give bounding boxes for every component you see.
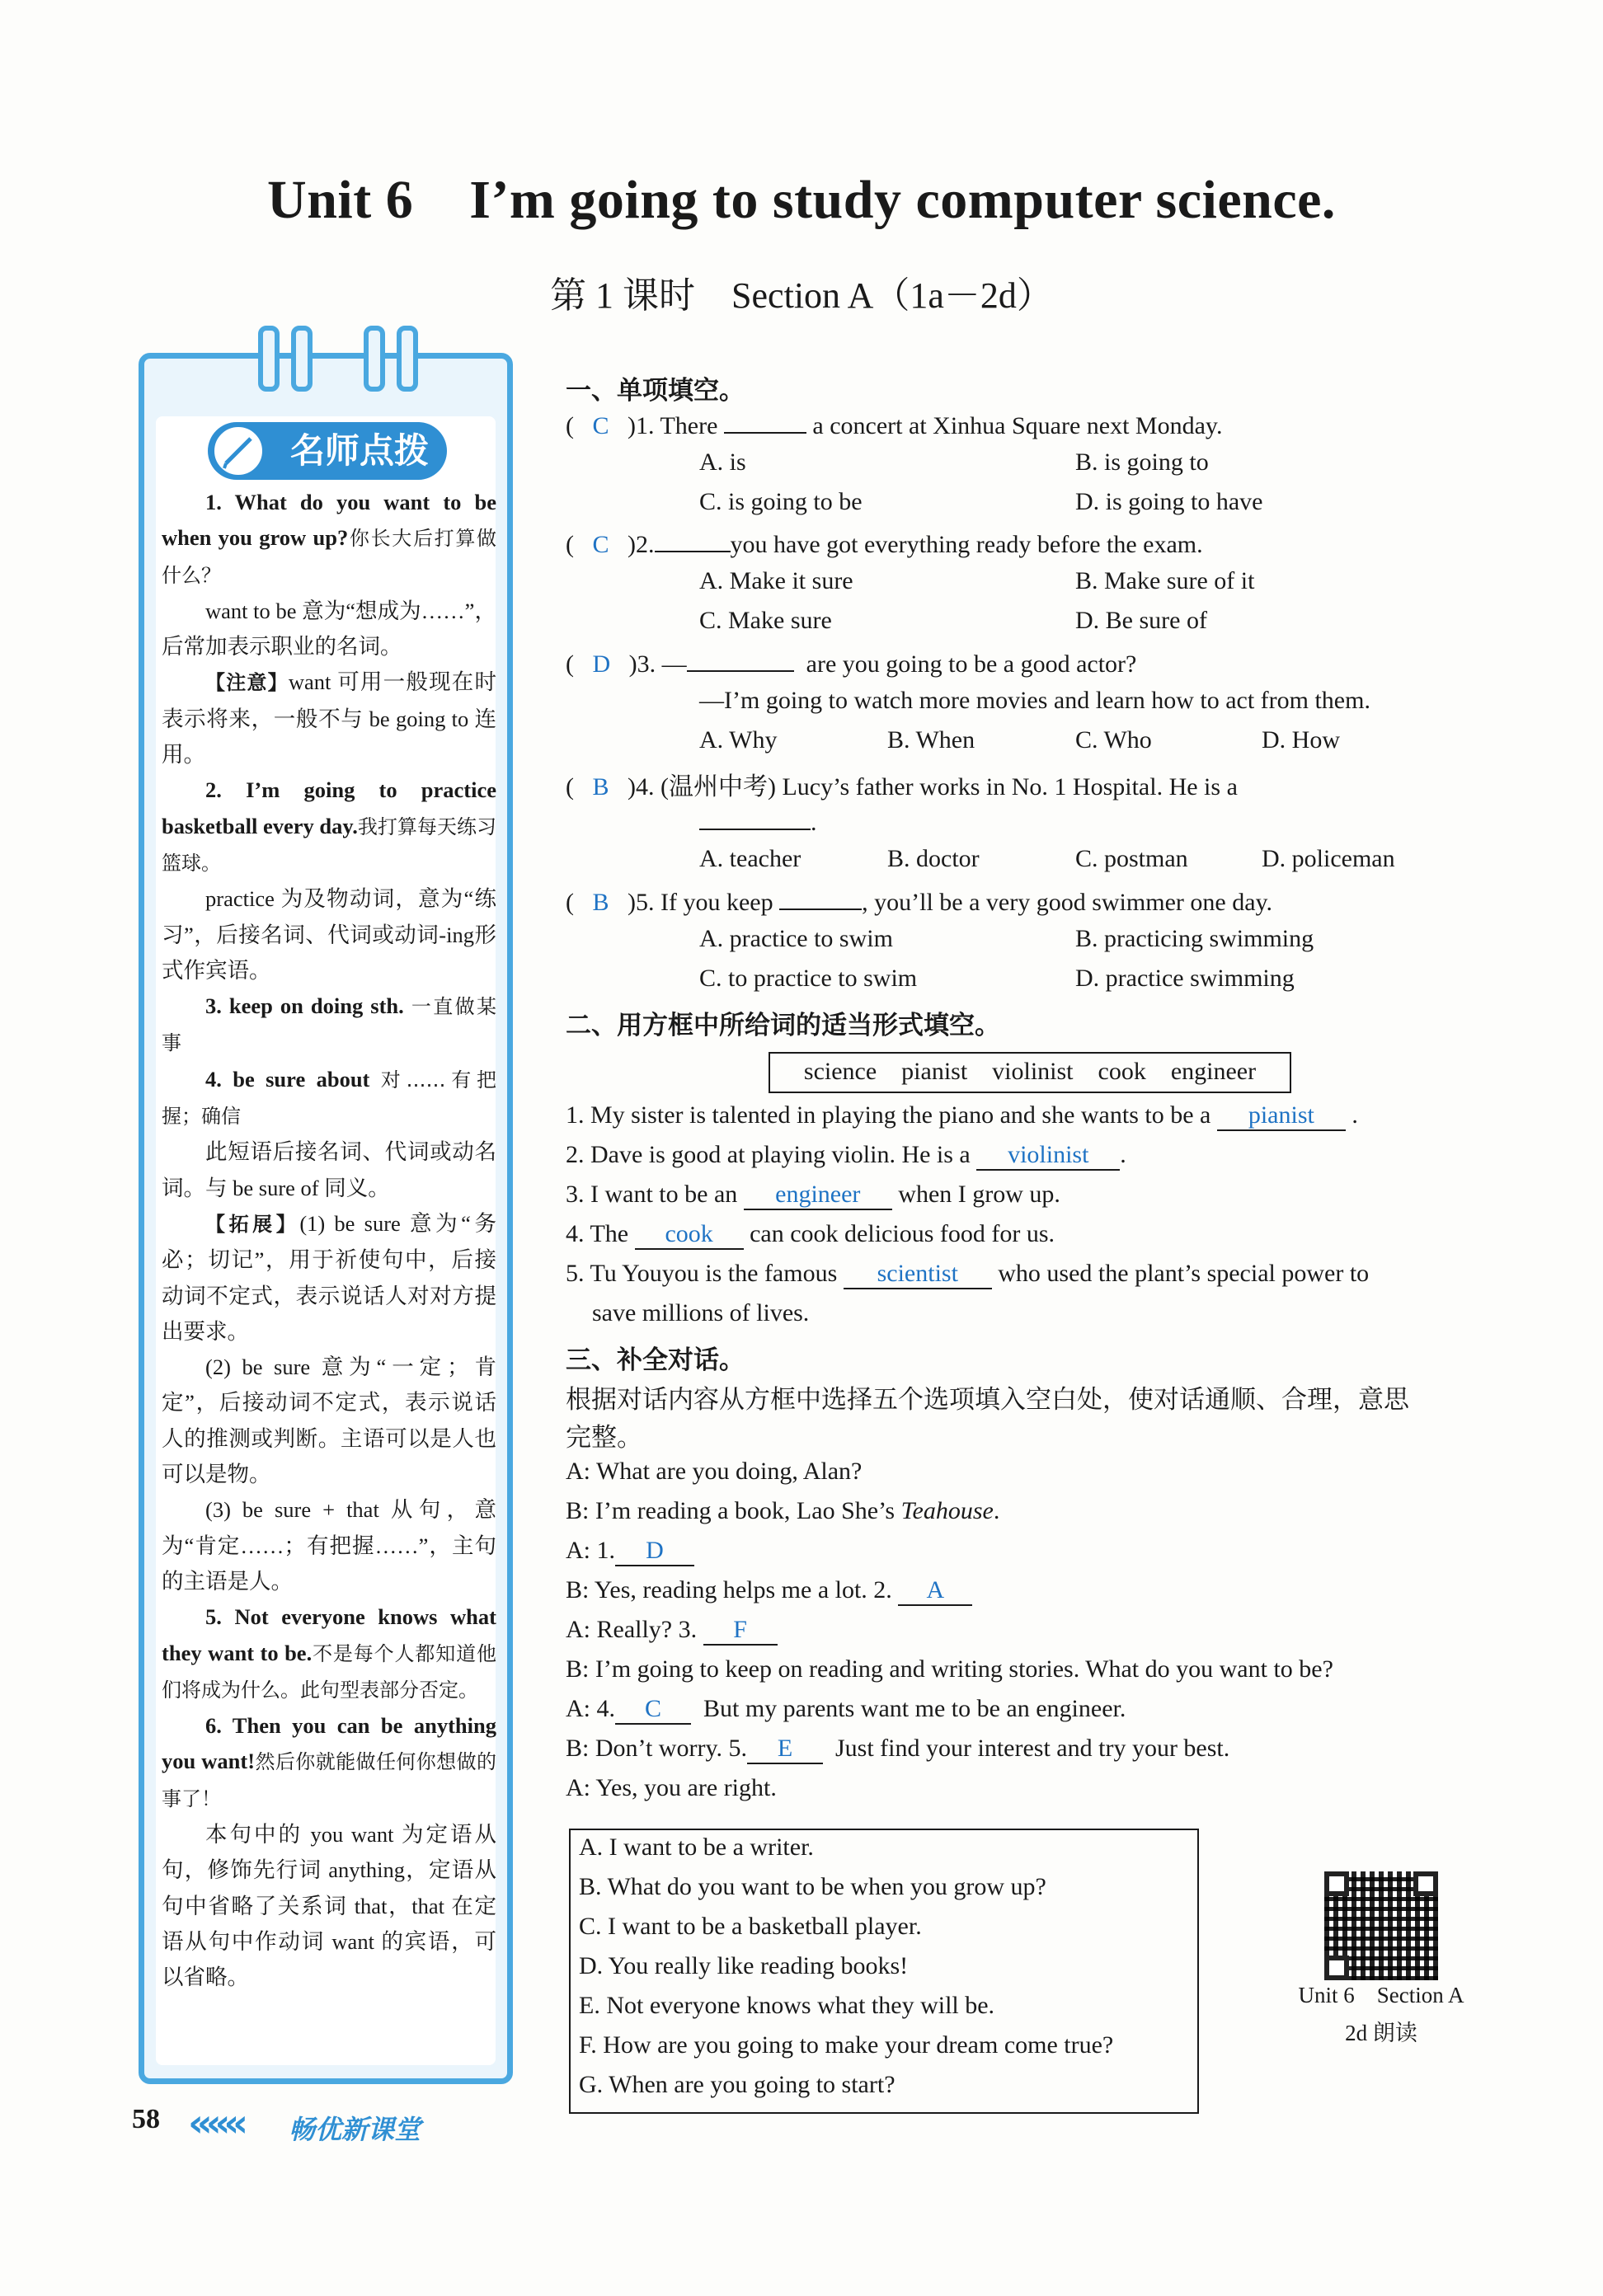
sentence-text: 5. Tu Youyou is the famous <box>566 1260 838 1287</box>
tip-translation: 对……有把握；确信 <box>162 1068 497 1129</box>
tip-note: (1) be sure 意为“务必；切记”，用于祈使句中，后接动词不定式，表示说话人对对方提出要求。 <box>162 1210 497 1344</box>
question-3: ( D )3. — are you going to be a good actor? <box>566 647 1506 678</box>
q3-stem2: are you going to be a good actor? <box>806 650 1137 678</box>
tip-note: (2) be sure 意为“一定；肯定”，后接动词不定式，表示说话人的推测或判断。主语可以是人也可以是物。 <box>162 1355 496 1487</box>
question-2: ( C )2. you have got everything ready before the exam. <box>566 528 1506 559</box>
option-d: D. Be sure of <box>1075 607 1207 634</box>
answer-blank: scientist <box>844 1260 992 1289</box>
dialogue-text: A: 1. <box>566 1537 615 1564</box>
option-d: D. How <box>1262 726 1340 754</box>
tip-phrase: 4. be sure about <box>205 1066 370 1092</box>
dialogue-line <box>566 1695 1506 1725</box>
q5-stem2: , you’ll be a very good swimmer one day. <box>862 889 1273 916</box>
q5-stem: )5. If you keep <box>628 889 773 916</box>
q4-blank-line: . <box>699 805 817 837</box>
q3-response: —I’m going to watch more movies and learn how to act from them. <box>699 687 1370 714</box>
tip-note: want 可用一般现在时表示将来，一般不与 be going to 连用。 <box>162 669 496 768</box>
blank <box>779 885 862 910</box>
word-box: science pianist violinist cook engineer <box>769 1052 1291 1093</box>
option-b: B. Make sure of it <box>1075 567 1255 594</box>
dialogue-text: . <box>993 1497 1000 1524</box>
sentence-3 <box>566 1181 1506 1210</box>
tip-translation: 我打算每天练习篮球。 <box>162 815 496 875</box>
sentence-4 <box>566 1220 1506 1250</box>
tip-tag: 【拓展】 <box>205 1212 300 1236</box>
tip-note: practice 为及物动词，意为“练习”，后接名词、代词或动词-ing形式作宾语。 <box>162 886 496 983</box>
choice-item: A. I want to be a writer. <box>579 1834 814 1861</box>
q1-stem2: a concert at Xinhua Square next Monday. <box>812 412 1223 439</box>
instructions: 根据对话内容从方框中选择五个选项填入空白处，使对话通顺、合理，意思 <box>566 1385 1409 1415</box>
answer-blank: violinist <box>976 1141 1120 1171</box>
tip-translation: 然后你就能做任何你想做的事了！ <box>162 1750 497 1810</box>
choice-item: E. Not everyone knows what they will be. <box>579 1992 995 2019</box>
choice-item: B. What do you want to be when you grow up? <box>579 1873 1046 1900</box>
option-d: D. policeman <box>1262 845 1395 872</box>
blank <box>699 805 811 830</box>
option-a: A. teacher <box>699 845 802 872</box>
dialogue-line: B: I’m going to keep on reading and writing stories. What do you want to be? <box>566 1655 1333 1683</box>
sentence-text: when I grow up. <box>898 1181 1060 1208</box>
question-5: ( B )5. If you keep , you’ll be a very good swimmer one day. <box>566 885 1506 917</box>
tip-translation: 你长大后打算做什么？ <box>162 527 497 587</box>
q2-stem: )2. <box>628 531 655 558</box>
section1-heading: 一、单项填空。 <box>566 376 745 406</box>
instructions-cont: 完整。 <box>566 1423 642 1453</box>
section2-heading: 二、用方框中所给词的适当形式填空。 <box>566 1011 1000 1040</box>
brand-name: 畅优新课堂 <box>289 2114 421 2145</box>
dialogue-line: A: What are you doing, Alan? <box>566 1458 863 1485</box>
option-b: B. When <box>887 726 975 754</box>
answer-5: B <box>592 889 609 916</box>
option-a: A. is <box>699 448 746 476</box>
binder-ring-icon <box>397 326 418 392</box>
tip-translation: 不是每个人都知道他们将成为什么。此句型表部分否定。 <box>162 1641 496 1702</box>
sentence-text: 3. I want to be an <box>566 1181 738 1208</box>
sentence-text: . <box>1120 1141 1126 1168</box>
answer-blank: A <box>898 1576 972 1606</box>
dialogue-text: A: 4. <box>566 1695 615 1722</box>
page-title: Unit 6 I’m going to study computer science. <box>267 170 1336 230</box>
lesson-subtitle: 第 1 课时 Section A（1a－2d） <box>550 275 1053 316</box>
option-b: B. practicing swimming <box>1075 925 1314 952</box>
option-b: B. doctor <box>887 845 980 872</box>
option-d: D. practice swimming <box>1075 965 1295 992</box>
tip-tag: 【注意】 <box>205 671 289 695</box>
dialogue-line <box>566 1537 1506 1566</box>
tip-phrase: 6. Then you can be anything you want! <box>162 1713 496 1774</box>
dialogue-text: B: I’m reading a book, Lao She’s <box>566 1497 896 1524</box>
tip-phrase: 3. keep on doing sth. <box>205 993 404 1019</box>
option-c: C. to practice to swim <box>699 965 918 992</box>
sentence-5 <box>566 1260 1506 1289</box>
page-number: 58 <box>132 2104 160 2134</box>
tip-note: 此短语后接名词、代词或动名词。与 be sure of 同义。 <box>162 1139 496 1200</box>
binder-ring-icon <box>291 326 313 392</box>
binder-ring-icon <box>258 326 280 392</box>
tip-note: 本句中的 you want 为定语从句，修饰先行词 anything，定语从句中省略了关系词 that，that 在定语从句中作动词 want 的宾语，可以省略。 <box>162 1821 496 1990</box>
blank <box>687 647 794 672</box>
dialogue-line: A: Yes, you are right. <box>566 1774 777 1801</box>
sentence-5-cont: save millions of lives. <box>592 1299 810 1326</box>
tip-translation: 一直做某事 <box>162 995 497 1055</box>
qr-label: Unit 6 Section A <box>1298 1983 1464 2007</box>
dialogue-text: But my parents want me to be an engineer. <box>703 1695 1126 1722</box>
option-b: B. is going to <box>1075 448 1209 476</box>
question-4: ( B )4. (温州中考) Lucy’s father works in No. 1 Hospital. He is a <box>566 773 1238 801</box>
sentence-text: 2. Dave is good at playing violin. He is a <box>566 1141 971 1168</box>
dialogue-line <box>566 1576 1506 1606</box>
tip-phrase: 1. What do you want to be when you grow up? <box>162 490 496 551</box>
dialogue-text: Just find your interest and try your best. <box>835 1735 1230 1762</box>
blank <box>655 528 731 552</box>
question-1: ( C )1. There a concert at Xinhua Square next Monday. <box>566 409 1506 440</box>
blank <box>724 409 806 434</box>
qr-code-icon[interactable] <box>1324 1871 1438 1980</box>
q3-stem: )3. — <box>628 650 687 678</box>
sentence-text: can cook delicious food for us. <box>750 1220 1055 1247</box>
tip-note: want to be 意为“想成为……”，后常加表示职业的名词。 <box>162 598 496 660</box>
answer-blank: E <box>747 1735 823 1764</box>
sentence-text: . <box>1352 1101 1358 1129</box>
tip-phrase: 2. I’m going to practice basketball every day. <box>162 777 496 838</box>
answer-3: D <box>592 650 611 678</box>
choice-item: C. I want to be a basketball player. <box>579 1913 922 1940</box>
tips-badge: 名师点拨 <box>208 422 447 480</box>
dialogue-line <box>566 1735 1506 1764</box>
qr-label: 2d 朗读 <box>1345 2021 1417 2045</box>
answer-blank: C <box>615 1695 691 1725</box>
tip-note: (3) be sure + that 从句，意为“肯定……；有把握……”，主句的主语是人。 <box>162 1497 496 1594</box>
answer-1: C <box>592 412 609 439</box>
dialogue-text: B: Yes, reading helps me a lot. 2. <box>566 1576 892 1603</box>
option-c: C. is going to be <box>699 488 863 515</box>
sentence-1 <box>566 1101 1506 1131</box>
dialogue-line <box>566 1497 1506 1525</box>
sentence-text: 1. My sister is talented in playing the piano and she wants to be a <box>566 1101 1211 1129</box>
tips-text <box>162 485 496 1995</box>
choice-item: D. You really like reading books! <box>579 1952 909 1979</box>
answer-2: C <box>592 531 609 558</box>
dialogue-text: B: Don’t worry. 5. <box>566 1735 747 1762</box>
sentence-text: who used the plant’s special power to <box>998 1260 1370 1287</box>
sentence-2 <box>566 1141 1506 1171</box>
dialogue-text: A: Really? 3. <box>566 1616 698 1643</box>
option-c: C. Who <box>1075 726 1152 754</box>
pen-icon <box>211 424 266 478</box>
answer-blank: cook <box>635 1220 744 1250</box>
dialogue-line <box>566 1616 1506 1646</box>
option-a: A. Why <box>699 726 778 754</box>
option-a: A. Make it sure <box>699 567 853 594</box>
answer-blank: pianist <box>1217 1101 1346 1131</box>
binder-ring-icon <box>364 326 385 392</box>
answer-blank: F <box>703 1616 778 1646</box>
choice-item: F. How are you going to make your dream come true? <box>579 2031 1114 2059</box>
q2-stem2: you have got everything ready before the exam. <box>730 531 1203 558</box>
answer-blank: D <box>615 1537 694 1566</box>
q1-stem: )1. There <box>628 412 718 439</box>
answer-4: B <box>592 773 609 801</box>
option-a: A. practice to swim <box>699 925 893 952</box>
section3-heading: 三、补全对话。 <box>566 1345 745 1375</box>
answer-blank: engineer <box>744 1181 892 1210</box>
option-c: C. postman <box>1075 845 1188 872</box>
option-c: C. Make sure <box>699 607 832 634</box>
tip-phrase: 5. Not everyone knows what they want to be. <box>162 1604 496 1665</box>
q4-stem: )4. (温州中考) Lucy’s father works in No. 1 Hospital. He is a <box>628 773 1238 801</box>
sentence-text: 4. The <box>566 1220 629 1247</box>
chevron-left-icon: ««« <box>188 2101 242 2145</box>
choice-box <box>569 1829 1199 2114</box>
book-title: Teahouse <box>900 1497 994 1524</box>
choice-item: G. When are you going to start? <box>579 2071 896 2098</box>
option-d: D. is going to have <box>1075 488 1263 515</box>
